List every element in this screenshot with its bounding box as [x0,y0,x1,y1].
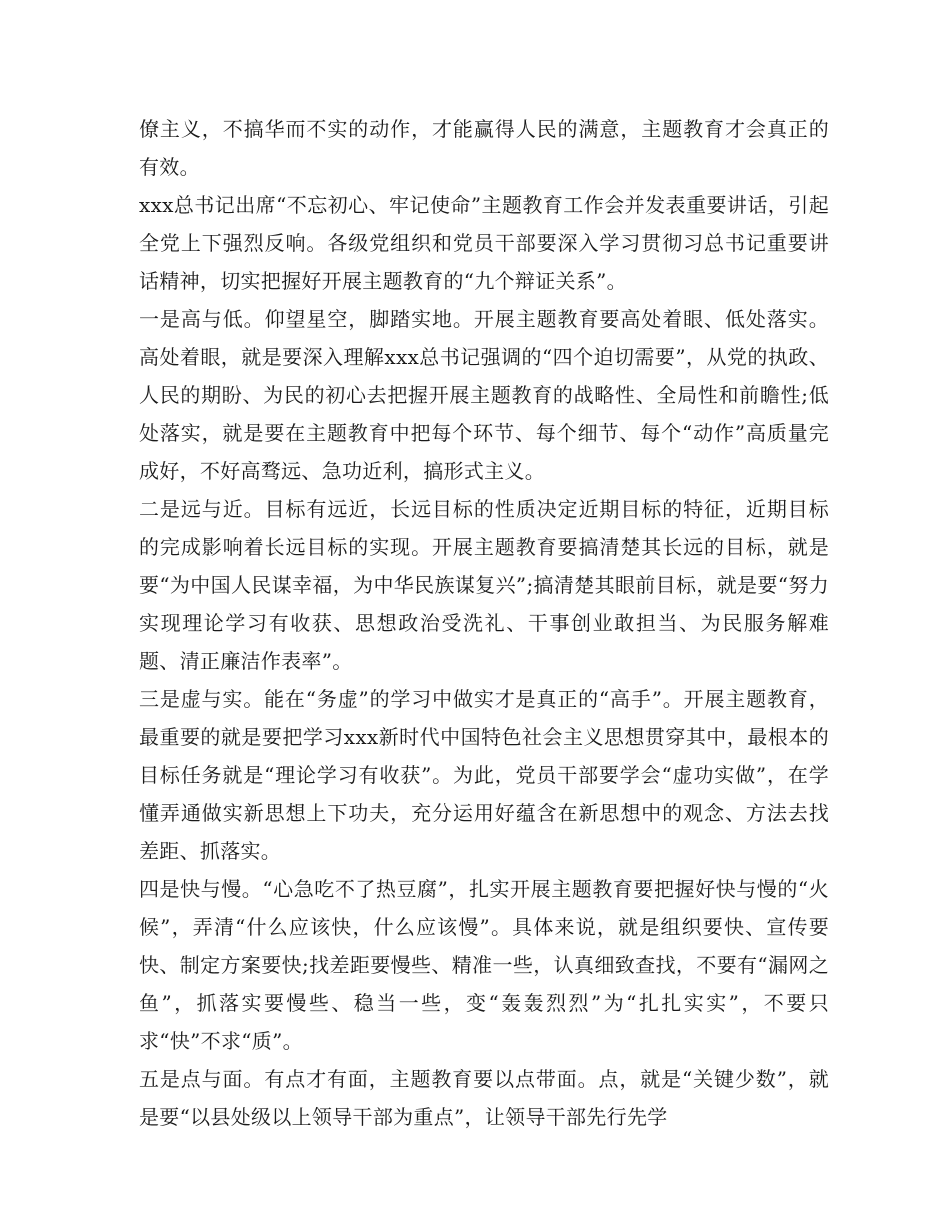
paragraph-4: 二是远与近。目标有远近，长远目标的性质决定近期目标的特征，近期目标的完成影响着长远目标的实现。开展主题教育要搞清楚其长远的目标，就是要“为中国人民谋幸福，为中华民族谋复兴”;搞清楚其眼前目标，就是要“努力实现理论学习有收获、思想政治受洗礼、干事创业敢担当、为民服务解难题、清正廉洁作表率”。 [139,497,829,673]
paragraph-5: 三是虚与实。能在“务虚”的学习中做实才是真正的“高手”。开展主题教育，最重要的就是要把学习xxx新时代中国特色社会主义思想贯穿其中，最根本的目标任务就是“理论学习有收获”。为此，党员干部要学会“虚功实做”，在学懂弄通做实新思想上下功夫，充分运用好蕴含在新思想中的观念、方法去找差距、抓落实。 [139,687,829,863]
paragraph-7: 五是点与面。有点才有面，主题教育要以点带面。点，就是“关键少数”，就是要“以县处级以上领导干部为重点”，让领导干部先行先学 [139,1067,829,1129]
paragraph-3: 一是高与低。仰望星空，脚踏实地。开展主题教育要高处着眼、低处落实。高处着眼，就是要深入理解xxx总书记强调的“四个迫切需要”，从党的执政、人民的期盼、为民的初心去把握开展主题教育的战略性、全局性和前瞻性;低处落实，就是要在主题教育中把每个环节、每个细节、每个“动作”高质量完成好，不好高骛远、急功近利，搞形式主义。 [139,307,829,483]
document-body [139,110,829,1136]
paragraph-2: xxx总书记出席“不忘初心、牢记使命”主题教育工作会并发表重要讲话，引起全党上下强烈反响。各级党组织和党员干部要深入学习贯彻习总书记重要讲话精神，切实把握好开展主题教育的“九个辩证关系”。 [139,193,829,293]
paragraph-1: 僚主义，不搞华而不实的动作，才能赢得人民的满意，主题教育才会真正的有效。 [139,117,829,179]
paragraph-6: 四是快与慢。“心急吃不了热豆腐”，扎实开展主题教育要把握好快与慢的“火候”，弄清“什么应该快，什么应该慢”。具体来说，就是组织要快、宣传要快、制定方案要快;找差距要慢些、精准一些，认真细致查找，不要有“漏网之鱼”，抓落实要慢些、稳当一些，变“轰轰烈烈”为“扎扎实实”，不要只求“快”不求“质”。 [139,877,829,1053]
